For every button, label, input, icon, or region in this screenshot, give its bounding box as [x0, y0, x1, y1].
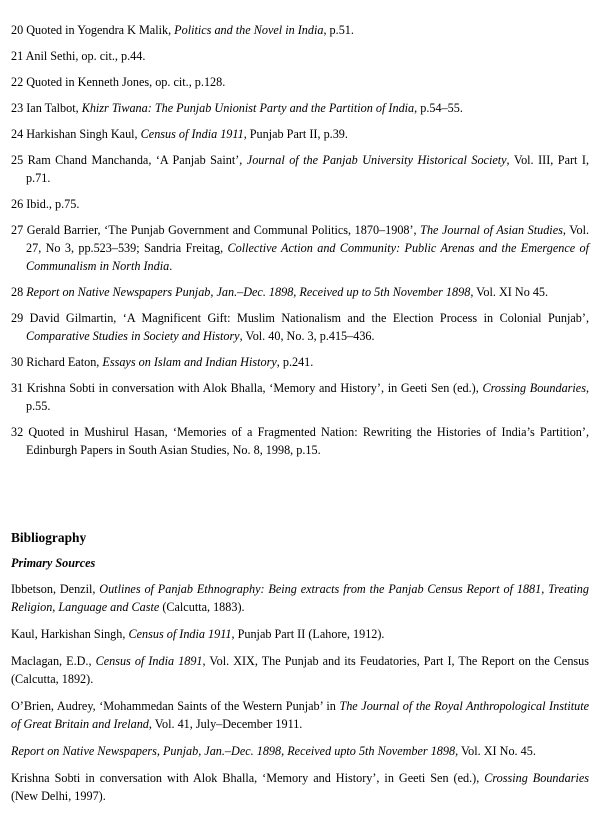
endnotes-list: [11, 21, 589, 467]
text-segment: Ibbetson, Denzil,: [11, 582, 100, 596]
endnote-30: [11, 353, 589, 371]
text-segment: Kaul, Harkishan Singh,: [11, 627, 129, 641]
text-segment: Maclagan, E.D.,: [11, 654, 96, 668]
endnote-number: 25: [11, 153, 28, 167]
italic-title-text: Outlines of Panjab Ethnography: Being extracts from the Panjab Census Report of 1881, Treating Religion, Language and Caste: [11, 582, 589, 614]
endnote-27: [11, 221, 589, 275]
endnote-25: [11, 151, 589, 187]
endnote-number: 24: [11, 127, 27, 141]
bibliography-entry: [11, 625, 589, 643]
italic-title-text: Journal of the Panjab University Historical Society: [246, 153, 507, 167]
endnote-21: [11, 47, 589, 65]
text-segment: Ram Chand Manchanda, ‘A Panjab Saint’,: [27, 153, 247, 167]
text-segment: Krishna Sobti in conversation with Alok Bhalla, ‘Memory and History’, in Geeti Sen (ed.),: [26, 381, 483, 395]
text-segment: .: [169, 259, 173, 273]
endnote-number: 30: [11, 355, 27, 369]
bibliography-entry: [11, 769, 589, 805]
endnote-number: 23: [11, 101, 27, 115]
bibliography-entry: [11, 652, 589, 688]
text-segment: , Punjab Part II, p.39.: [243, 127, 348, 141]
italic-title-text: The Journal of the Royal Anthropological Institute of Great Britain and Ireland: [11, 699, 590, 731]
italic-title-text: Crossing Boundaries: [482, 381, 586, 395]
italic-title-text: Crossing Boundaries: [484, 771, 589, 785]
endnote-number: 21: [11, 49, 26, 63]
text-segment: Quoted in Mushirul Hasan, ‘Memories of a Fragmented Nation: Rewriting the Histories of India’s Partition’, Edinburgh Papers in South Asian Studies, No. 8, 1998, p.15.: [26, 425, 590, 457]
endnote-23: [11, 99, 589, 117]
endnote-28: [11, 283, 589, 301]
endnote-number: 28: [11, 285, 27, 299]
text-segment: Ian Talbot,: [26, 101, 82, 115]
text-segment: Quoted in Yogendra K Malik,: [26, 23, 175, 37]
text-segment: (Calcutta, 1883).: [159, 600, 245, 614]
text-segment: Harkishan Singh Kaul,: [26, 127, 141, 141]
endnote-number: 29: [11, 311, 30, 325]
text-segment: , p.241.: [276, 355, 314, 369]
text-segment: , p.51.: [323, 23, 354, 37]
endnote-number: 31: [11, 381, 27, 395]
endnote-number: 22: [11, 75, 27, 89]
italic-title-text: The Journal of Asian Studies: [420, 223, 563, 237]
endnote-32: [11, 423, 589, 459]
endnote-24: [11, 125, 589, 143]
bibliography-entry: [11, 697, 589, 733]
endnote-26: [11, 195, 589, 213]
text-segment: Krishna Sobti in conversation with Alok Bhalla, ‘Memory and History’, in Geeti Sen (ed.),: [11, 771, 485, 785]
endnote-31: [11, 379, 589, 415]
text-segment: Ibid., p.75.: [26, 197, 80, 211]
bibliography-heading: Bibliography: [11, 530, 87, 545]
text-segment: Anil Sethi, op. cit., p.44.: [25, 49, 146, 63]
italic-title-text: Khizr Tiwana: The Punjab Unionist Party and the Partition of India: [81, 101, 415, 115]
text-segment: Gerald Barrier, ‘The Punjab Government and Communal Politics, 1870–1908’,: [26, 223, 421, 237]
endnote-number: 26: [11, 197, 27, 211]
endnote-20: [11, 21, 589, 39]
text-segment: , Vol. 40, No. 3, p.415–436.: [239, 329, 375, 343]
bibliography-entry: [11, 742, 589, 760]
endnote-number: 32: [11, 425, 29, 439]
text-segment: , p.54–55.: [414, 101, 463, 115]
italic-title-text: Report on Native Newspapers Punjab, Jan.–Dec. 1898, Received up to 5th November 1898: [26, 285, 471, 299]
endnote-22: [11, 73, 589, 91]
bibliography-entry: [11, 580, 589, 616]
text-segment: David Gilmartin, ‘A Magnificent Gift: Muslim Nationalism and the Election Process in Colonial Punjab’,: [29, 311, 589, 325]
text-segment: , Vol. 27, No 3, pp.523–539; Sandria Freitag,: [26, 223, 590, 255]
text-segment: , Vol. 41, July–December 1911.: [148, 717, 303, 731]
italic-title-text: Politics and the Novel in India: [174, 23, 324, 37]
text-segment: O’Brien, Audrey, ‘Mohammedan Saints of the Western Punjab’ in: [11, 699, 340, 713]
text-segment: , Vol. XI No. 45.: [455, 744, 536, 758]
italic-title-text: Census of India 1911: [128, 627, 232, 641]
text-segment: Quoted in Kenneth Jones, op. cit., p.128.: [26, 75, 226, 89]
endnote-number: 27: [11, 223, 27, 237]
endnote-29: [11, 309, 589, 345]
text-segment: , Vol. XI No 45.: [470, 285, 549, 299]
primary-sources-heading: Primary Sources: [11, 556, 96, 570]
italic-title-text: Census of India 1911: [140, 127, 244, 141]
text-segment: , p.55.: [26, 381, 590, 413]
endnote-number: 20: [11, 23, 27, 37]
text-segment: , Punjab Part II (Lahore, 1912).: [231, 627, 385, 641]
bibliography-section: [11, 528, 589, 814]
text-segment: (New Delhi, 1997).: [11, 789, 106, 803]
bibliography-entries: [11, 580, 589, 805]
text-segment: , Vol. XIX, The Punjab and its Feudatories, Part I, The Report on the Census (Calcutta, 1892).: [11, 654, 589, 686]
italic-title-text: Collective Action and Community: Public Arenas and the Emergence of Communalism in North India: [26, 241, 589, 273]
italic-title-text: Census of India 1891: [95, 654, 203, 668]
italic-title-text: Essays on Islam and Indian History: [102, 355, 277, 369]
italic-title-text: Comparative Studies in Society and History: [26, 329, 240, 343]
text-segment: Richard Eaton,: [26, 355, 103, 369]
text-segment: , Vol. III, Part I, p.71.: [26, 153, 590, 185]
italic-title-text: Report on Native Newspapers, Punjab, Jan.–Dec. 1898, Received upto 5th November 1898: [11, 744, 456, 758]
